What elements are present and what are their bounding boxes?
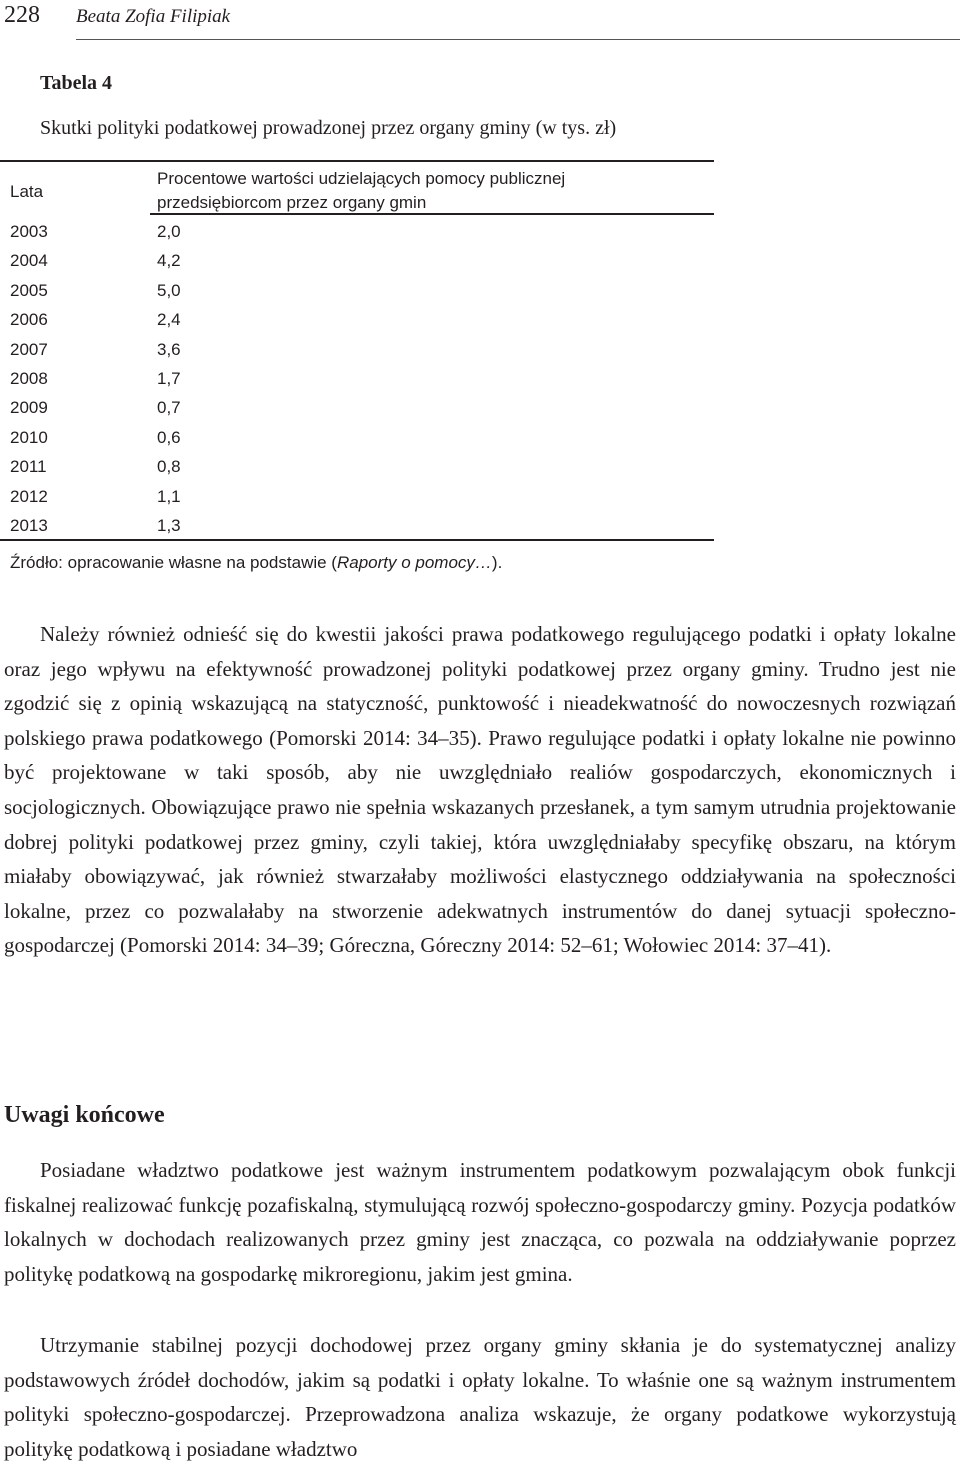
column-header-year: Lata (10, 182, 44, 201)
table-body (0, 218, 714, 541)
body-paragraph: Utrzymanie stabilnej pozycji dochodowej przez organy gminy skłania je do systematycznej analizy podstawowych źródeł dochodów, jakim są podatki i opłaty lokalne. To właśnie one są ważnym instrumentem polityki społeczno-gospodarczej. Przeprowadzona analiza wskazuje, że organy podatkowe wykorzystują politykę podatkową i posiadane władztwo (4, 1333, 956, 1461)
table-row (0, 247, 714, 276)
table-row (0, 306, 714, 335)
cell-value: 1,1 (157, 486, 181, 506)
cell-year: 2003 (10, 222, 48, 241)
column-header-value-line1: Procentowe wartości udzielających pomocy publicznej (157, 169, 566, 188)
table-row (0, 394, 714, 423)
cell-year: 2013 (10, 515, 48, 535)
table-caption: Skutki polityki podatkowej prowadzonej przez organy gminy (w tys. zł) (40, 117, 617, 139)
table-row (0, 277, 714, 306)
section-title: Uwagi końcowe (4, 1102, 165, 1128)
body-paragraph: Posiadane władztwo podatkowe jest ważnym instrumentem podatkowym pozwalającym obok funkcji fiskalnej realizować funkcję pozafiskalną, stymulującą rozwój społeczno-gospodarczy gminy. Pozycja podatków lokalnych w dochodach realizowanych przez gminy jest znacząca, co pozwala na oddziaływanie poprzez politykę podatkową na gospodarkę mikroregionu, jakim jest gmina. (4, 1158, 956, 1286)
running-head: Beata Zofia Filipiak (76, 6, 231, 27)
cell-value: 2,0 (157, 222, 181, 241)
cell-value: 3,6 (157, 339, 181, 359)
table-top-rule (0, 160, 714, 162)
cell-year: 2012 (10, 486, 48, 506)
table-row (0, 453, 714, 482)
cell-year: 2008 (10, 368, 48, 388)
cell-value: 2,4 (157, 310, 181, 330)
cell-year: 2005 (10, 280, 48, 300)
source-prefix: Źródło: opracowanie własne na podstawie ( (10, 553, 337, 572)
cell-value: 0,6 (157, 427, 181, 447)
cell-year: 2004 (10, 251, 48, 271)
table-row (0, 336, 714, 365)
column-header-value-line2: przedsiębiorcom przez organy gmin (157, 193, 427, 212)
cell-value: 1,3 (157, 515, 181, 535)
cell-year: 2009 (10, 398, 48, 418)
cell-value: 1,7 (157, 368, 181, 388)
body-paragraph: Należy również odnieść się do kwestii jakości prawa podatkowego regulującego podatki i opłaty lokalne oraz jego wpływu na efektywność prowadzonej polityki podatkowej przez organy gminy. Trudno jest nie zgodzić się z opinią wskazującą na statyczność, punktowość i nieadekwatność do nowoczesnych rozwiązań polskiego prawa podatkowego (Pomorski 2014: 34–35). Prawo regulujące podatki i opłaty lokalne nie powinno być projektowane w taki sposób, aby nie uwzględniało realiów gospodarczych, ekonomicznych i socjologicznych. Obowiązujące prawo nie spełnia wskazanych przesłanek, a tym samym utrudnia projektowanie dobrej polityki podatkowej przez gminy, czyli takiej, która uwzględniałaby specyfikę obszaru, na którym miałaby obowiązywać, jak również stwarzałaby możliwości elastycznego oddziaływania na społeczności lokalne, przez co pozwalałaby na stworzenie adekwatnych instrumentów do danej sytuacji społeczno-gospodarczej (Pomorski 2014: 34–39; Góreczna, Góreczny 2014: 52–61; Wołowiec 2014: 37–41). (4, 622, 956, 958)
page-number: 228 (4, 2, 40, 28)
cell-value: 5,0 (157, 280, 181, 300)
cell-value: 0,8 (157, 457, 181, 477)
column-header-value (157, 167, 677, 215)
table-row (0, 365, 714, 394)
source-suffix: ). (491, 553, 503, 572)
page-header (0, 0, 960, 40)
table-row (0, 218, 714, 247)
cell-year: 2011 (10, 457, 47, 477)
cell-value: 4,2 (157, 251, 181, 271)
cell-year: 2010 (10, 427, 48, 447)
table-bottom-rule (0, 539, 714, 541)
cell-year: 2007 (10, 339, 48, 359)
table-header-rule (150, 213, 714, 215)
table-row (0, 483, 714, 512)
header-rule (76, 39, 960, 40)
table-row (0, 512, 714, 541)
table-source-note (10, 553, 502, 573)
cell-year: 2006 (10, 310, 48, 330)
cell-value: 0,7 (157, 398, 181, 418)
table-label: Tabela 4 (40, 72, 113, 94)
table-row (0, 424, 714, 453)
source-title: Raporty o pomocy… (336, 553, 492, 572)
